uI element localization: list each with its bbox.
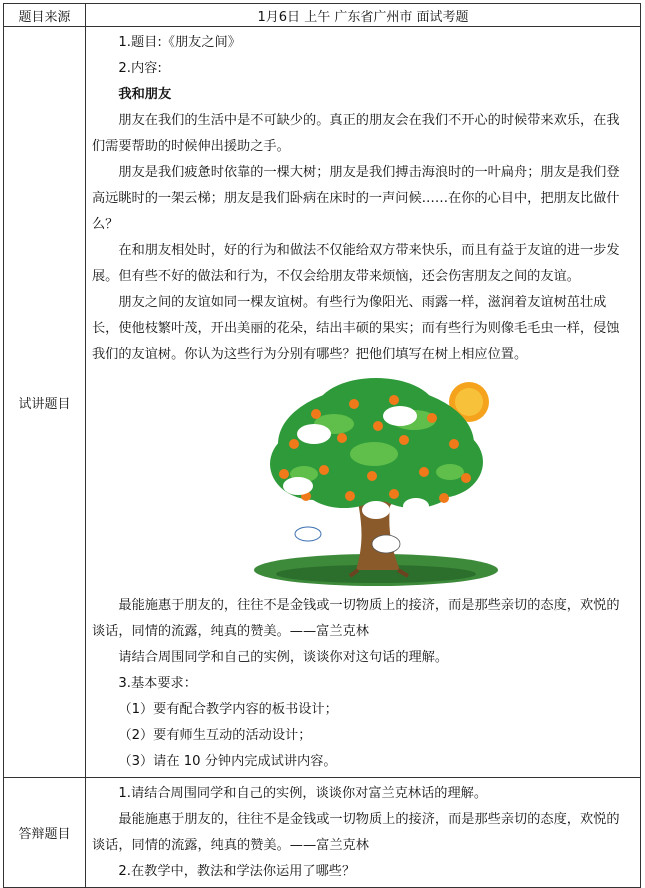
blank-bug-bubble-2 [372,535,400,553]
defense-row [4,778,641,888]
blank-leaf-bubble-1 [297,424,331,444]
blank-leaf-bubble-5 [403,498,429,514]
sun-core [455,388,483,416]
blank-leaf-bubble-2 [383,406,417,426]
defense-question-2: 2.在教学中，教法和学法你运用了哪些？ [118,864,356,879]
passage-paragraph-1: 朋友在我们的生活中是不可缺少的。真正的朋友会在我们不开心的时候带来欢乐，在我们需要帮助的时候伸出援助之手。 [92,113,620,154]
defense-content [86,778,641,888]
passage-paragraph-3: 在和朋友相处时，好的行为和做法不仅能给双方带来快乐，而且有益于友谊的进一步发展。但有些不好的做法和行为，不仅会给朋友带来烦恼，还会伤害朋友之间的友谊。 [92,243,620,284]
blank-leaf-bubble-3 [283,477,313,495]
requirements-title: 3.基本要求： [118,676,197,691]
requirement-item: （2）要有师生互动的活动设计； [118,728,312,743]
interview-table [3,3,641,888]
trial-content [86,27,641,778]
defense-label: 答辩题目 [4,778,86,888]
franklin-quote: 最能施惠于朋友的，往往不是金钱或一切物质上的接济，而是那些亲切的态度，欢悦的谈话，同情的流露，纯真的赞美。——富兰克林 [92,598,620,639]
source-label: 题目来源 [4,4,86,27]
passage-heading: 我和朋友 [118,87,172,102]
requirement-item: （1）要有配合教学内容的板书设计； [118,702,338,717]
blank-leaf-bubble-4 [362,501,390,519]
passage-paragraph-4: 朋友之间的友谊如同一棵友谊树。有些行为像阳光、雨露一样，滋润着友谊树茁壮成长，使他枝繁叶茂，开出美丽的花朵，结出丰硕的果实；而有些行为则像毛毛虫一样，侵蚀我们的友谊树。你认为这些行为分别有哪些？把他们填写在树上相应位置。 [92,295,620,362]
requirement-item: （3）请在 10 分钟内完成试讲内容。 [118,754,337,769]
passage-paragraph-2: 朋友是我们疲惫时依靠的一棵大树；朋友是我们搏击海浪时的一叶扁舟；朋友是我们登高远眺时的一架云梯；朋友是我们卧病在床时的一声问候……在你的心目中，把朋友比做什么？ [92,165,620,232]
trial-label: 试讲题目 [4,27,86,778]
content-line: 2.内容: [118,61,162,76]
header-row [4,4,641,27]
source-value: 1月6日 上午 广东省广州市 面试考题 [86,4,641,27]
trial-row [4,27,641,778]
friendship-tree-illustration [254,374,498,587]
defense-question-1: 1.请结合周围同学和自己的实例，谈谈你对富兰克林话的理解。 [118,786,488,801]
defense-quote: 最能施惠于朋友的，往往不是金钱或一切物质上的接济，而是那些亲切的态度，欢悦的谈话，同情的流露，纯真的赞美。——富兰克林 [92,812,620,853]
topic-line: 1.题目:《朋友之间》 [118,35,241,50]
discussion-prompt: 请结合周围同学和自己的实例，谈谈你对这句话的理解。 [118,650,449,665]
